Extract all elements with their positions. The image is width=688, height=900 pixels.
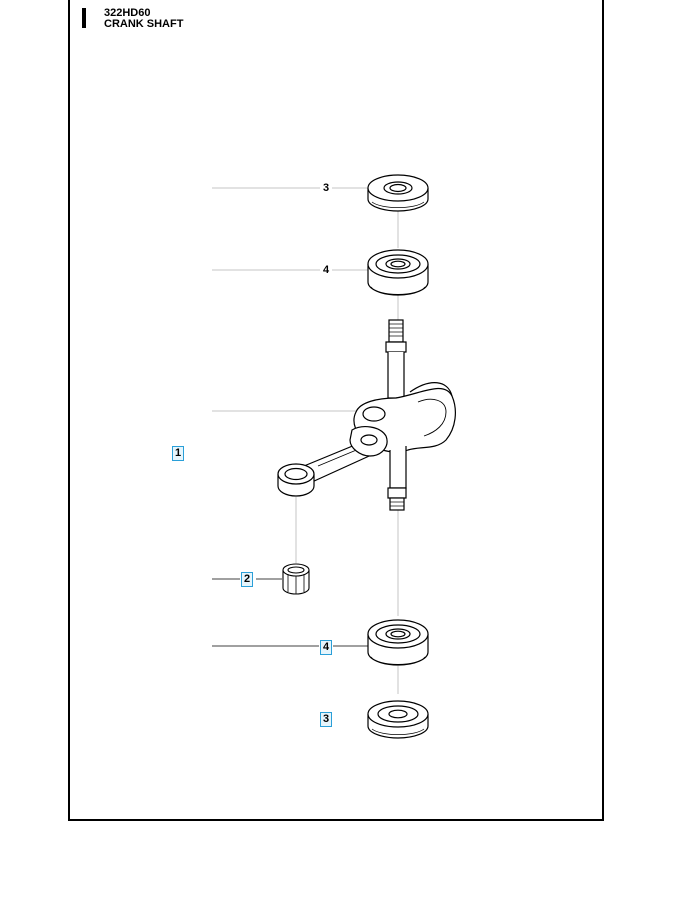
model-number: 322HD60 xyxy=(104,7,151,19)
callout-3-bottom[interactable]: 3 xyxy=(320,712,332,727)
oil-seal-bottom xyxy=(368,701,428,738)
callout-2[interactable]: 2 xyxy=(241,572,253,587)
callout-1[interactable]: 1 xyxy=(172,446,184,461)
callout-4-top[interactable]: 4 xyxy=(322,264,330,276)
callout-3-top[interactable]: 3 xyxy=(322,182,330,194)
ball-bearing-top xyxy=(368,250,428,295)
section-title: CRANK SHAFT xyxy=(104,18,184,30)
ball-bearing-bottom xyxy=(368,620,428,665)
callout-4-bottom[interactable]: 4 xyxy=(320,640,332,655)
crankshaft xyxy=(278,320,455,510)
oil-seal-top xyxy=(368,175,428,211)
needle-bearing xyxy=(283,564,309,594)
